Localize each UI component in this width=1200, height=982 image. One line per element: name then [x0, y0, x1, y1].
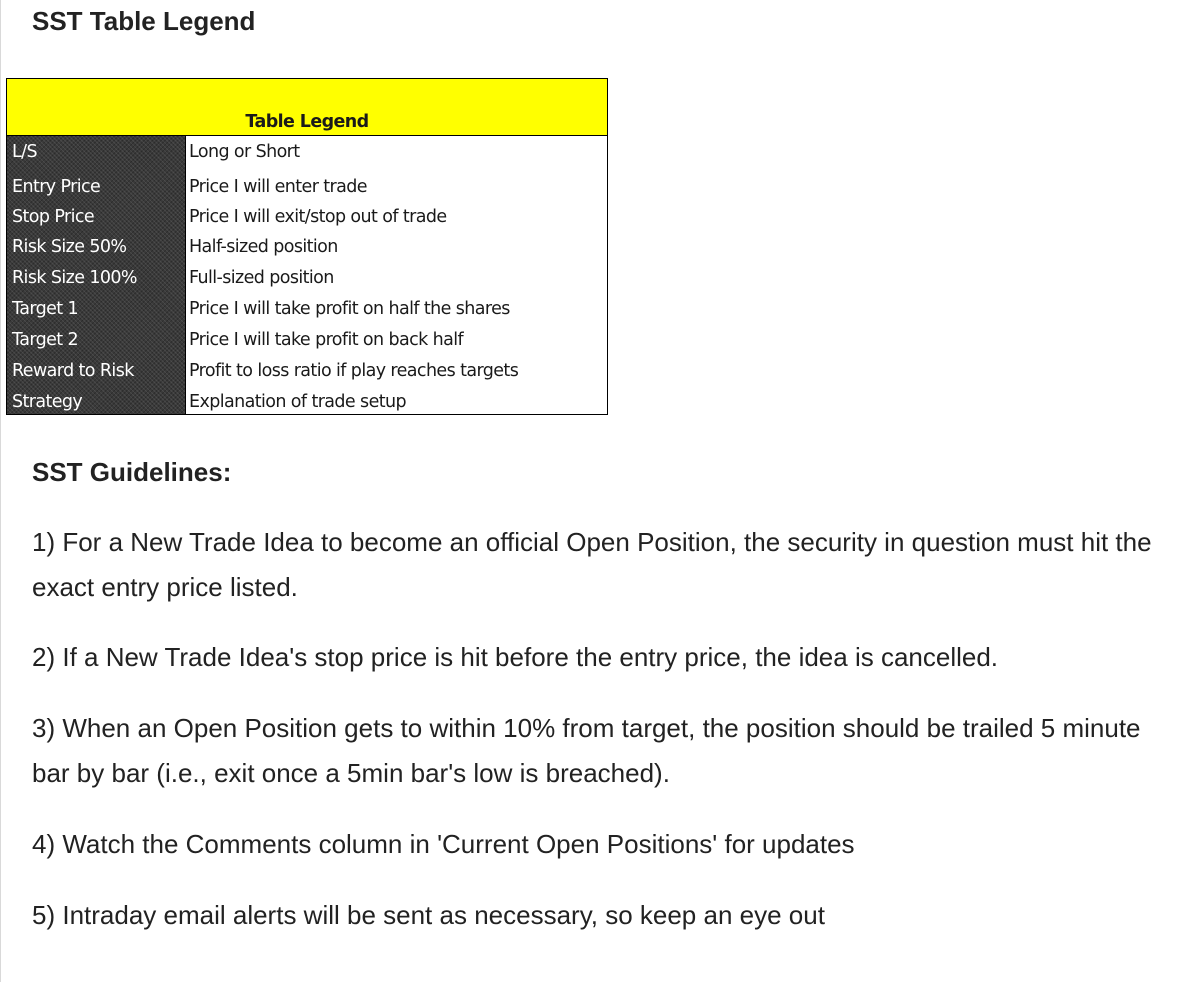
legend-row-risk-size-100	[7, 263, 607, 293]
page-title: SST Table Legend	[32, 6, 256, 36]
legend-description: Price I will take profit on half the shares	[189, 299, 510, 319]
legend-table-header-label: Table Legend	[245, 112, 369, 132]
legend-table-header	[7, 79, 607, 136]
legend-row-target-2	[7, 325, 607, 355]
legend-row-ls	[7, 137, 607, 167]
legend-key: Risk Size 50%	[12, 237, 127, 257]
legend-row-entry-price	[7, 172, 607, 202]
legend-description: Explanation of trade setup	[189, 392, 407, 412]
legend-description: Price I will enter trade	[189, 177, 367, 197]
guideline-item-4: 4) Watch the Comments column in 'Current Open Positions' for updates	[32, 829, 855, 859]
legend-description: Long or Short	[189, 142, 300, 162]
legend-key: Reward to Risk	[12, 361, 134, 381]
guideline-item-3: 3) When an Open Position gets to within 10% from target, the position should be trailed 5 minute bar by bar (i.e., exit once a 5min bar's low is breached).	[32, 713, 1141, 788]
guidelines-heading: SST Guidelines:	[32, 457, 232, 487]
legend-key: L/S	[12, 142, 37, 162]
legend-row-reward-to-risk	[7, 356, 607, 386]
legend-description: Profit to loss ratio if play reaches targets	[189, 361, 519, 381]
page-left-border	[0, 0, 1, 982]
guideline-item-1: 1) For a New Trade Idea to become an official Open Position, the security in question must hit the exact entry price listed.	[32, 527, 1152, 602]
legend-key: Target 2	[12, 330, 79, 350]
guideline-item-5: 5) Intraday email alerts will be sent as necessary, so keep an eye out	[32, 900, 825, 930]
legend-table	[6, 78, 608, 415]
legend-key: Target 1	[12, 299, 79, 319]
legend-row-target-1	[7, 294, 607, 324]
legend-description: Price I will take profit on back half	[189, 330, 464, 350]
legend-description: Price I will exit/stop out of trade	[189, 207, 447, 227]
legend-key: Entry Price	[12, 177, 101, 197]
legend-row-stop-price	[7, 202, 607, 232]
guideline-item-2: 2) If a New Trade Idea's stop price is hit before the entry price, the idea is cancelled.	[32, 642, 999, 672]
legend-key: Strategy	[12, 392, 83, 412]
legend-row-risk-size-50	[7, 232, 607, 262]
legend-description: Full-sized position	[189, 268, 334, 288]
legend-key: Stop Price	[12, 207, 95, 227]
legend-row-strategy	[7, 387, 607, 417]
legend-key: Risk Size 100%	[12, 268, 137, 288]
legend-description: Half-sized position	[189, 237, 338, 257]
